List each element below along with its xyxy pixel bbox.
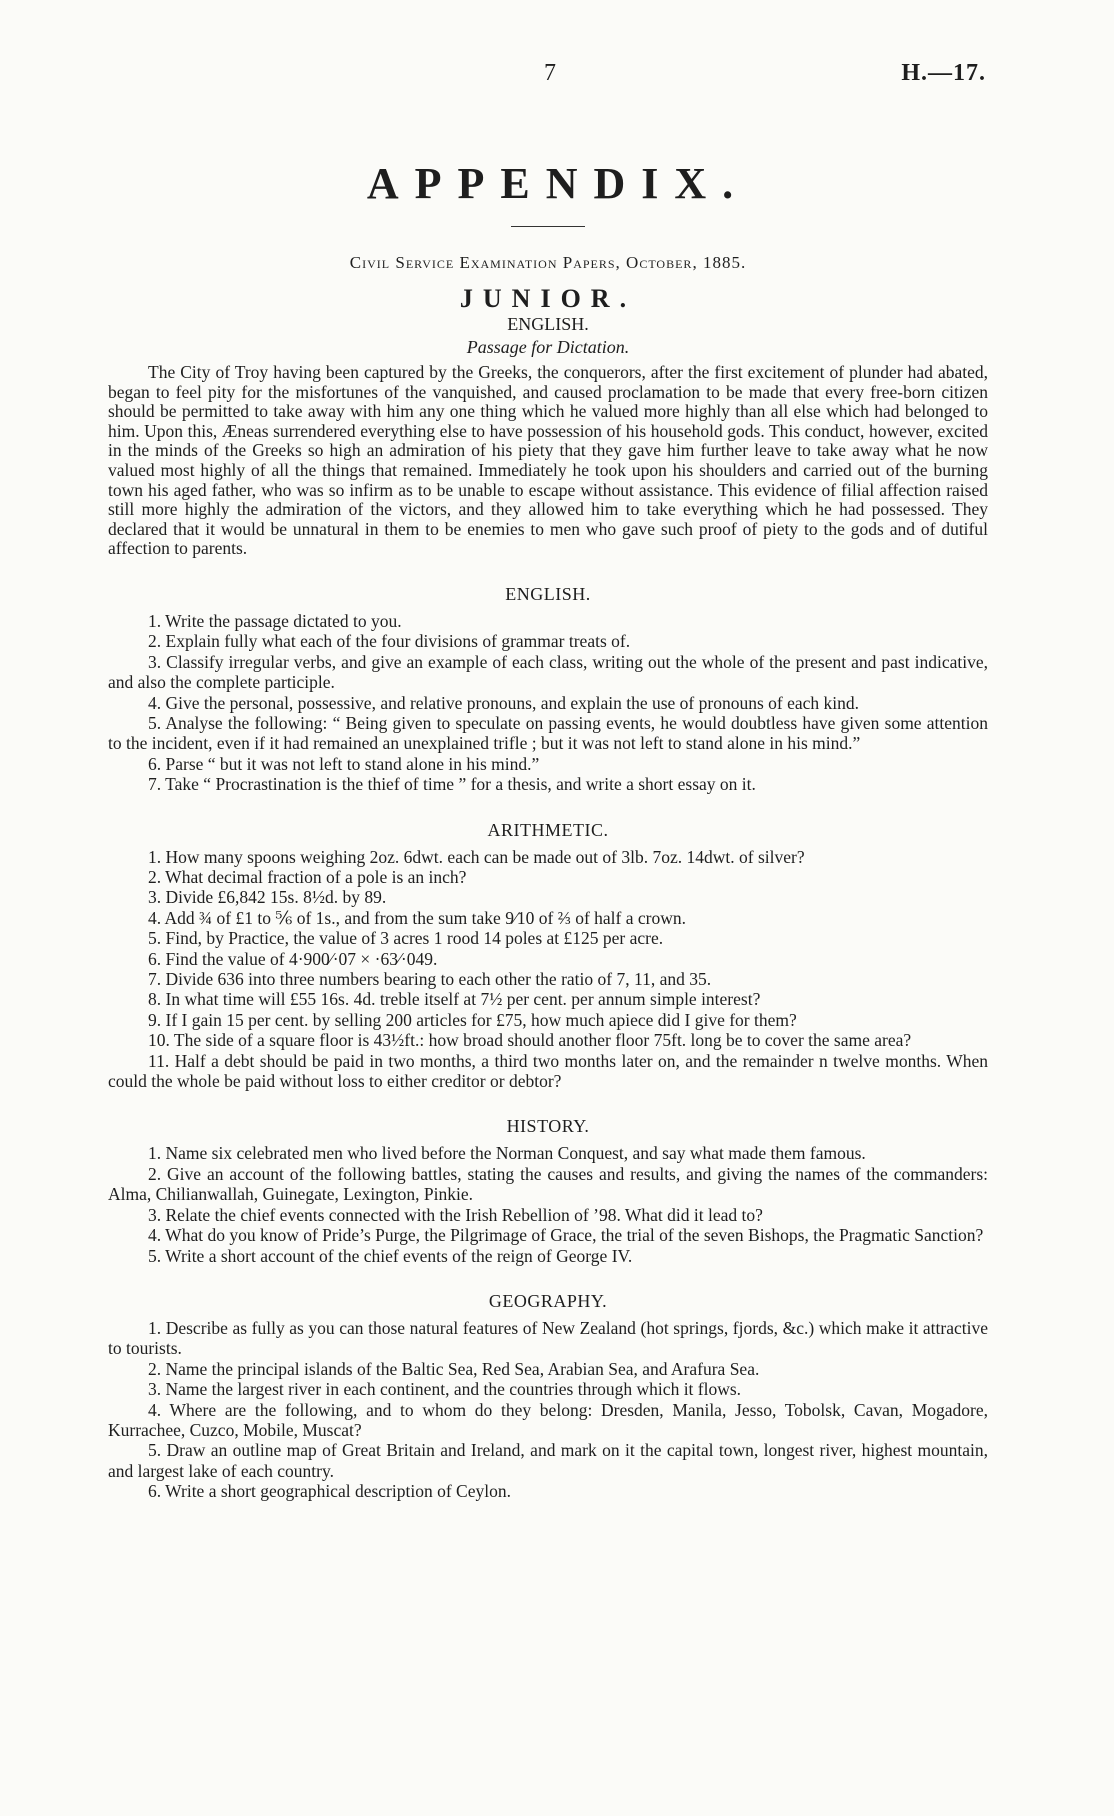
title-rule [511,226,585,227]
arithmetic-questions [108,847,988,1092]
arithmetic-question: 8. In what time will £55 16s. 4d. treble itself at 7½ per cent. per annum simple interest? [148,989,761,1010]
english-section-heading: ENGLISH. [505,583,591,604]
dictation-section-heading: ENGLISH. [507,314,589,334]
geography-question: 3. Name the largest river in each continent, and the countries through which it flows. [148,1379,742,1400]
page-title: APPENDIX. [366,159,750,208]
english-question: 5. Analyse the following: “ Being given to speculate on passing events, he would doubtless have given some attention to the incident, even if it had remained an unexplained trifle ; but it was not left to stand alone in his mind.” [108,712,988,754]
document-body [108,158,988,1502]
dictation-caption: Passage for Dictation. [466,337,630,357]
arithmetic-section-heading: ARITHMETIC. [487,819,609,840]
document-subtitle: Civil Service Examination Papers, October, 1885. [349,253,747,272]
geography-question: 2. Name the principal islands of the Baltic Sea, Red Sea, Arabian Sea, and Arafura Sea. [148,1358,760,1379]
arithmetic-question: 6. Find the value of 4·900⁄·07 × ·63⁄·049. [148,948,438,969]
arithmetic-question: 1. How many spoons weighing 2oz. 6dwt. each can be made out of 3lb. 7oz. 14dwt. of silver? [148,846,805,867]
english-question: 4. Give the personal, possessive, and relative pronouns, and explain the use of pronouns of each kind. [148,692,860,713]
geography-questions [108,1318,988,1502]
geography-question: 1. Describe as fully as you can those natural features of New Zealand (hot springs, fjords, &c.) which make it attractive to tourists. [108,1317,988,1359]
english-question: 1. Write the passage dictated to you. [148,610,402,631]
level-heading: JUNIOR. [459,284,637,313]
arithmetic-question: 9. If I gain 15 per cent. by selling 200 articles for £75, how much apiece did I give for them? [148,1009,797,1030]
english-question: 3. Classify irregular verbs, and give an example of each class, writing out the whole of the present and past indicative, and also the complete participle. [108,651,988,693]
history-question: 4. What do you know of Pride’s Purge, the Pilgrimage of Grace, the trial of the seven Bishops, the Pragmatic Sanction? [148,1225,984,1246]
history-question: 1. Name six celebrated men who lived before the Norman Conquest, and say what made them famous. [148,1143,866,1164]
arithmetic-question: 4. Add ¾ of £1 to ⅚ of 1s., and from the sum take 9⁄10 of ⅔ of half a crown. [148,907,686,928]
page-number: 7 [544,60,556,86]
geography-question: 6. Write a short geographical description of Ceylon. [148,1481,511,1502]
english-questions [108,611,988,795]
english-question: 7. Take “ Procrastination is the thief of time ” for a thesis, and write a short essay on it. [148,774,756,795]
arithmetic-question: 2. What decimal fraction of a pole is an inch? [148,867,467,887]
geography-question: 5. Draw an outline map of Great Britain and Ireland, and mark on it the capital town, longest river, highest mountain, and largest lake of each country. [108,1440,988,1481]
history-section-heading: HISTORY. [506,1116,590,1137]
document-reference: H.—17. [901,60,986,86]
arithmetic-question: 7. Divide 636 into three numbers bearing to each other the ratio of 7, 11, and 35. [148,969,712,990]
arithmetic-question: 5. Find, by Practice, the value of 3 acres 1 rood 14 poles at £125 per acre. [148,928,664,949]
arithmetic-question: 3. Divide £6,842 15s. 8½d. by 89. [148,887,387,908]
history-question: 2. Give an account of the following battles, stating the causes and results, and giving the names of the commanders: Alma, Chilianwallah, Guinegate, Lexington, Pinkie. [108,1163,988,1205]
english-question: 6. Parse “ but it was not left to stand alone in his mind.” [148,753,540,774]
geography-section-heading: GEOGRAPHY. [488,1290,608,1311]
history-questions [108,1143,988,1265]
dictation-passage: The City of Troy having been captured by the Greeks, the conquerors, after the first excitement of plunder had abated, began to feel pity for the misfortunes of the vanquished, and caused proclamation to be made that every free-born citizen should be permitted to take away with him any one thing which he valued more highly than all else which had belonged to him. Upon this, Æneas surrendered everything else to have possession of his household gods. This conduct, however, excited in the minds of the Greeks so high an admiration of his piety that they gave him further leave to take away what he now valued most highly of all the things that remained. Immediately he took upon his shoulders and carried out of the burning town his aged father, who was so infirm as to be unable to escape without assistance. This evidence of filial affection raised still more highly the admiration of the victors, and they allowed him to take everything which he had possessed. They declared that it would be unnatural in them to be enemies to men who gave such proof of piety to the gods and of dutiful affection to parents. [108,362,988,559]
history-question: 5. Write a short account of the chief events of the reign of George IV. [148,1245,633,1266]
history-question: 3. Relate the chief events connected with the Irish Rebellion of ’98. What did it lead to? [148,1204,763,1225]
arithmetic-question: 10. The side of a square floor is 43½ft.: how broad should another floor 75ft. long be to cover the same area? [148,1030,912,1051]
english-question: 2. Explain fully what each of the four divisions of grammar treats of. [148,631,631,652]
arithmetic-question: 11. Half a debt should be paid in two months, a third two months later on, and the remainder n twelve months. When could the whole be paid without loss to either creditor or debtor? [108,1050,988,1092]
geography-question: 4. Where are the following, and to whom do they belong: Dresden, Manila, Jesso, Tobolsk, Cavan, Mogadore, Kurrachee, Cuzco, Mobile, Muscat? [108,1399,988,1440]
